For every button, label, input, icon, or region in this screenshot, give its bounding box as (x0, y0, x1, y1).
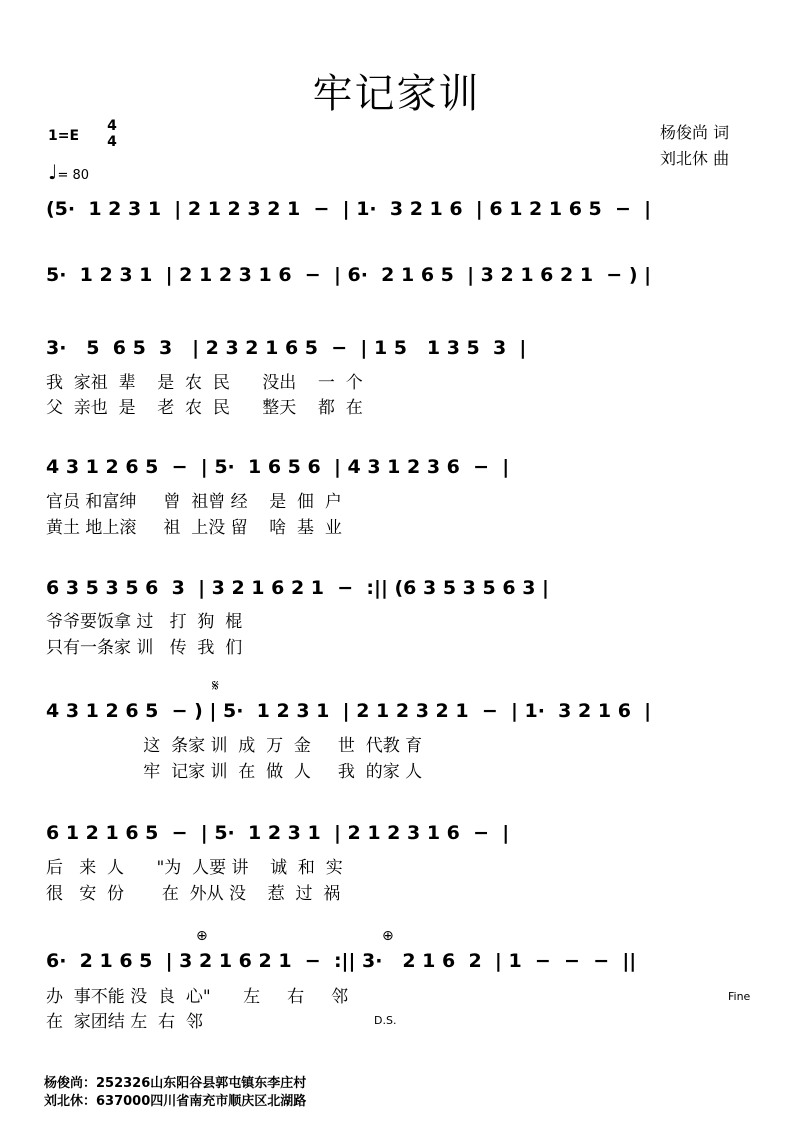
meter-bottom: 4 (107, 134, 117, 150)
segno-icon: 𝄋 (212, 676, 219, 695)
lyrics-verse-1: 我 家祖 辈 是 农 民 没出 一 个 (46, 373, 363, 393)
lyricist-address: 杨俊尚：252326山东阳谷县郭屯镇东李庄村 (44, 1076, 307, 1091)
composer-address: 刘北休：637000四川省南充市顺庆区北湖路 (44, 1094, 307, 1109)
composer-credit: 刘北休 曲 (660, 149, 730, 168)
coda-icon: ⊕ (382, 928, 394, 944)
notation-line: (5· 1 2 3 1 | 2 1 2 3 2 1 − | 1· 3 2 1 6 | 6 1 2 1 6 5 − | (46, 198, 652, 220)
tempo-value: = 80 (57, 168, 90, 183)
lyricist-credit: 杨俊尚 词 (660, 123, 730, 142)
ds-marking: D.S. (374, 1014, 397, 1027)
notation-line: 4 3 1 2 6 5 − ) | 5· 1 2 3 1 | 2 1 2 3 2 1 − | 1· 3 2 1 6 | (46, 700, 652, 722)
time-signature (104, 118, 120, 150)
lyrics-verse-1: 爷爷要饭拿 过 打 狗 棍 (46, 612, 243, 632)
lyrics-verse-1: 官员 和富绅 曾 祖曾 经 是 佃 户 (46, 492, 342, 512)
notation-line: 5· 1 2 3 1 | 2 1 2 3 1 6 − | 6· 2 1 6 5 | 3 2 1 6 2 1 − ) | (46, 264, 652, 286)
song-title: 牢记家训 (312, 71, 481, 117)
lyrics-verse-1: 办 事不能 没 良 心" 左 右 邻 (46, 987, 349, 1007)
lyrics-verse-2: 只有一条家 训 传 我 们 (46, 638, 243, 658)
meter-top: 4 (107, 118, 117, 134)
lyrics-verse-2: 父 亲也 是 老 农 民 整天 都 在 (46, 398, 363, 418)
coda-icon: ⊕ (196, 928, 208, 944)
lyrics-verse-2: 牢 记家 训 在 做 人 我 的家 人 (46, 762, 423, 782)
notation-line: 4 3 1 2 6 5 − | 5· 1 6 5 6 | 4 3 1 2 3 6 − | (46, 456, 510, 478)
tempo-marking (48, 160, 89, 184)
lyrics-verse-2: 很 安 份 在 外从 没 惹 过 祸 (46, 884, 341, 904)
notation-line: 3· 5 6 5 3 | 2 3 2 1 6 5 − | 1 5 1 3 5 3 | (46, 337, 527, 359)
notation-line: 6· 2 1 6 5 | 3 2 1 6 2 1 − :|| 3· 2 1 6 2 | 1 − − − || (46, 950, 637, 972)
key-signature: 1=E (48, 128, 80, 144)
fine-marking: Fine (728, 990, 751, 1003)
lyrics-verse-1: 后 来 人 "为 人要 讲 诚 和 实 (46, 858, 343, 878)
lyrics-verse-2: 在 家团结 左 右 邻 (46, 1012, 203, 1032)
quarter-note-icon: ♩ (48, 160, 58, 184)
notation-line: 6 1 2 1 6 5 − | 5· 1 2 3 1 | 2 1 2 3 1 6 − | (46, 822, 510, 844)
lyrics-verse-1: 这 条家 训 成 万 金 世 代教 育 (46, 736, 423, 756)
lyrics-verse-2: 黄土 地上滚 祖 上没 留 啥 基 业 (46, 518, 342, 538)
notation-line: 6 3 5 3 5 6 3 | 3 2 1 6 2 1 − :|| (6 3 5 3 5 6 3 | (46, 577, 549, 599)
